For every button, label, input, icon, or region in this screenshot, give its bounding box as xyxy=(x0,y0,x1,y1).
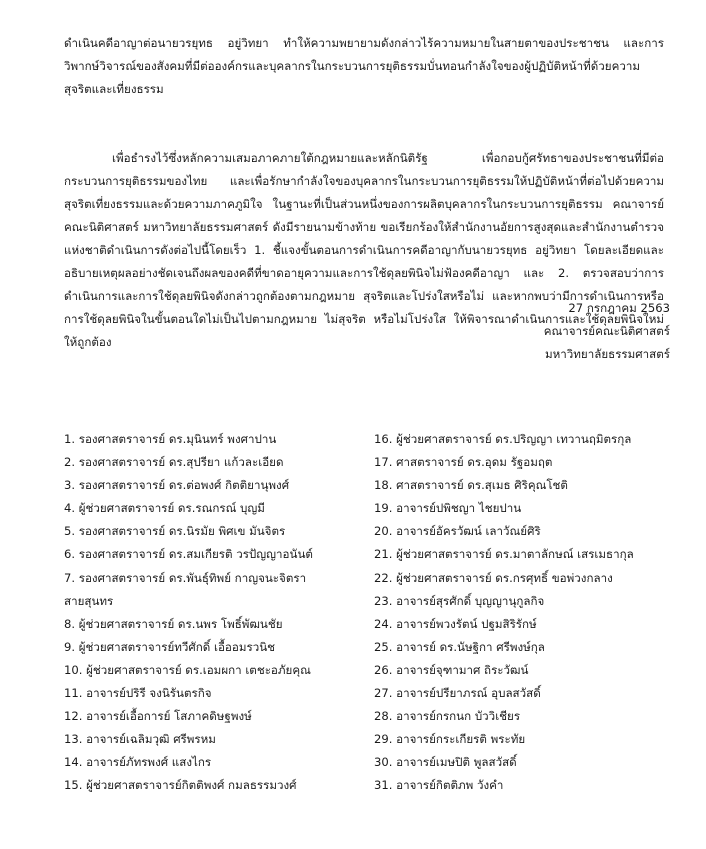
signature-faculty: คณาจารย์คณะนิติศาสตร์ xyxy=(543,324,670,338)
signatory-item: 21. ผู้ช่วยศาสตราจารย์ ดร.มาตาลักษณ์ เสรเมธากุล xyxy=(374,547,634,562)
signature-date: 27 กรกฎาคม 2563 xyxy=(568,301,670,315)
signatory-list-left xyxy=(64,428,364,798)
signature-university: มหาวิทยาลัยธรรมศาสตร์ xyxy=(544,347,670,361)
signature-block xyxy=(420,297,670,366)
signatory-item: 28. อาจารย์กรกนก บัววิเชียร xyxy=(374,709,521,724)
signatory-item: 8. ผู้ช่วยศาสตราจารย์ ดร.นพร โพธิ์พัฒนชัย xyxy=(64,616,283,631)
signatory-item: 23. อาจารย์สุรศักดิ์ บุญญานุกูลกิจ xyxy=(374,593,545,608)
signatory-item: 3. รองศาสตราจารย์ ดร.ต่อพงศ์ กิตติยานุพงศ์ xyxy=(64,478,290,493)
signatory-item: 14. อาจารย์ภัทรพงศ์ แสงไกร xyxy=(64,755,212,770)
signatory-item: สายสุนทร xyxy=(64,593,114,608)
signatory-item: 25. อาจารย์ ดร.นัษฐิกา ศรีพงษ์กุล xyxy=(374,639,545,654)
signatory-item: 11. อาจารย์ปริรี จงนิรันตรกิจ xyxy=(64,686,212,701)
signatory-item: 10. ผู้ช่วยศาสตราจารย์ ดร.เอมผกา เตชะอภัยคุณ xyxy=(64,662,311,677)
signatory-item: 12. อาจารย์เอื้อการย์ โสภาคดิษฐพงษ์ xyxy=(64,709,252,724)
signatory-item: 31. อาจารย์กิตติภพ วังคำ xyxy=(374,778,504,793)
signatory-item: 27. อาจารย์ปรียาภรณ์ อุบลสวัสดิ์ xyxy=(374,686,541,701)
signatory-item: 24. อาจารย์พวงรัตน์ ปฐมสิริรักษ์ xyxy=(374,616,537,631)
signatory-item: 16. ผู้ช่วยศาสตราจารย์ ดร.ปริญญา เทวานฤมิตรกุล xyxy=(374,432,632,446)
signatory-item: 19. อาจารย์ปพิชญา ไชยปาน xyxy=(374,501,522,516)
signatory-item: 13. อาจารย์เฉลิมวุฒิ ศรีพรหม xyxy=(64,732,216,747)
signatory-item: 7. รองศาสตราจารย์ ดร.พันธุ์ทิพย์ กาญจนะจิตรา xyxy=(64,570,307,585)
signatory-item: 17. ศาสตราจารย์ ดร.อุดม รัฐอมฤต xyxy=(374,455,553,470)
signatory-item: 22. ผู้ช่วยศาสตราจารย์ ดร.กรศุทธิ์ ขอพ่วงกลาง xyxy=(374,570,613,585)
signatory-item: 15. ผู้ช่วยศาสตราจารย์กิตติพงศ์ กมลธรรมวงศ์ xyxy=(64,778,297,793)
signatory-item: 2. รองศาสตราจารย์ ดร.สุปรียา แก้วละเอียด xyxy=(64,455,284,470)
demands-paragraph: เพื่อธำรงไว้ซึ่งหลักความเสมอภาคภายใต้กฎหมายและหลักนิติรัฐ เพื่อกอบกู้ศรัทธาของประชาชนที่มีต่อกระบวนการยุติธรรมของไทย และเพื่อรักษากำลังใจของบุคลากรในกระบวนการยุติธรรมให้ปฏิบัติหน้าที่ต่อไปด้วยความสุจริตเที่ยงธรรมและด้วยความภาคภูมิใจ ในฐานะที่เป็นส่วนหนึ่งของการผลิตบุคลากรในกระบวนการยุติธรรม คณาจารย์คณะนิติศาสตร์ มหาวิทยาลัยธรรมศาสตร์ ดังมีรายนามข้างท้าย ขอเรียกร้องให้สำนักงานอัยการสูงสุดและสำนักงานตำรวจแห่งชาติดำเนินการดังต่อไปนี้โดยเร็ว 1. ชี้แจงขั้นตอนการดำเนินการคดีอาญากับนายวรยุทธ อยู่วิทยา โดยละเอียดและอธิบายเหตุผลอย่างชัดเจนถึงผลของคดีที่ขาดอายุความและการใช้ดุลยพินิจไม่ฟ้องคดีอาญา และ 2. ตรวจสอบว่าการดำเนินการและการใช้ดุลยพินิจดังกล่าวถูกต้องตามกฎหมาย สุจริตและโปร่งใสหรือไม่ และหากพบว่ามีการดำเนินการหรือการใช้ดุลยพินิจในขั้นตอนใดไม่เป็นไปตามกฎหมาย ไม่สุจริต หรือไม่โปร่งใส ให้พิจารณาดำเนินการและใช้ดุลยพินิจใหม่ให้ถูกต้อง xyxy=(64,151,664,349)
signatory-item: 4. ผู้ช่วยศาสตราจารย์ ดร.รณกรณ์ บุญมี xyxy=(64,501,265,516)
signatory-item: 26. อาจารย์จุฑามาศ ถิระวัฒน์ xyxy=(374,662,529,677)
signatory-item: 18. ศาสตราจารย์ ดร.สุเมธ ศิริคุณโชติ xyxy=(374,478,568,493)
signatory-item: 20. อาจารย์อัครวัฒน์ เลาวัณย์ศิริ xyxy=(374,524,541,539)
signatory-item: 29. อาจารย์กระเกียรติ พระทัย xyxy=(374,732,526,747)
closing-context-paragraph: ดำเนินคดีอาญาต่อนายวรยุทธ อยู่วิทยา ทำให้ความพยายามดังกล่าวไร้ความหมายในสายตาของประชาชน และการวิพากษ์วิจารณ์ของสังคมที่มีต่อองค์กรและบุคลากรในกระบวนการยุติธรรมบั่นทอนกำลังใจของผู้ปฏิบัติหน้าที่ด้วยความสุจริตและเที่ยงธรรม xyxy=(64,36,664,96)
signatory-item: 30. อาจารย์เมษปิติ พูลสวัสดิ์ xyxy=(374,755,517,770)
signatory-item: 6. รองศาสตราจารย์ ดร.สมเกียรติ วรปัญญาอนันต์ xyxy=(64,547,313,562)
signatory-list-right xyxy=(374,428,674,798)
signatory-item: 1. รองศาสตราจารย์ ดร.มุนินทร์ พงศาปาน xyxy=(64,432,277,446)
signatory-item: 5. รองศาสตราจารย์ ดร.นิรมัย พิศเข มันจิตร xyxy=(64,524,286,539)
signatory-item: 9. ผู้ช่วยศาสตราจารย์ทวีศักดิ์ เอื้ออมรวนิช xyxy=(64,639,276,654)
